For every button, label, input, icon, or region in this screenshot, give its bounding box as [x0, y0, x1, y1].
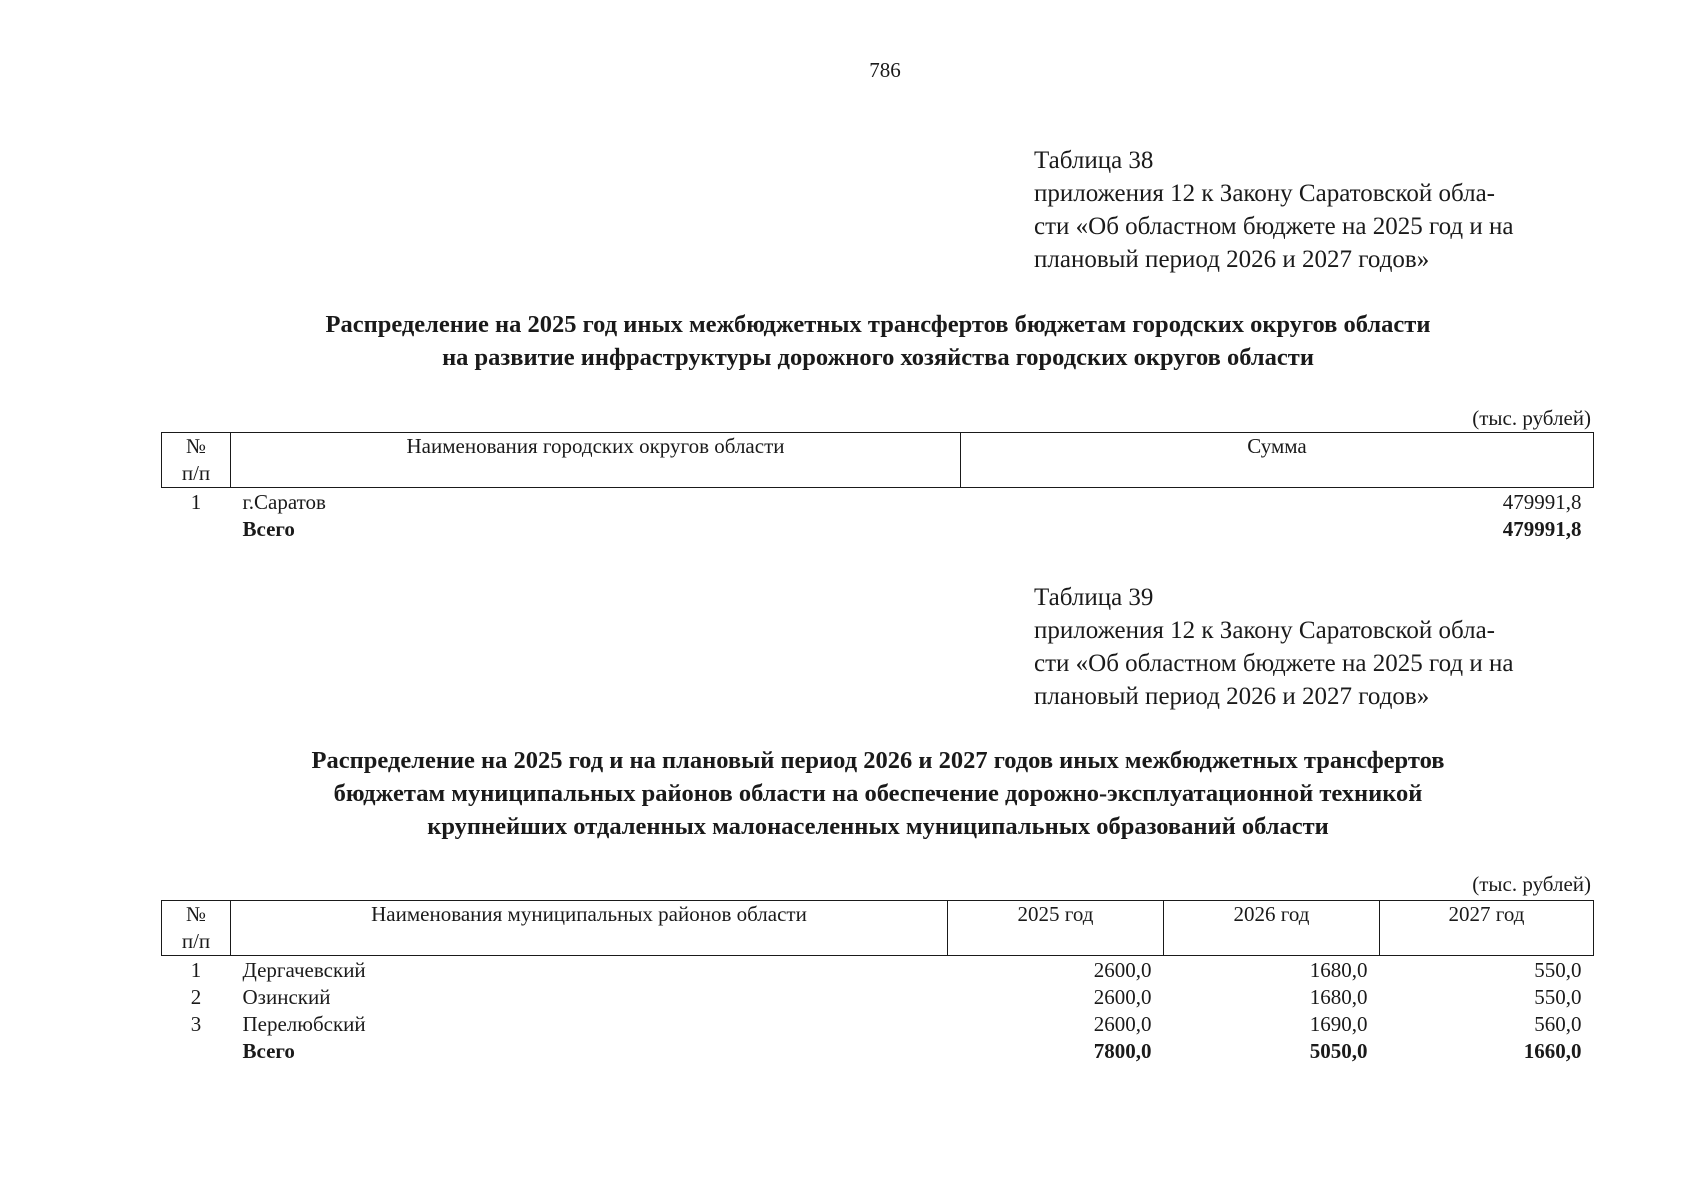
row-num: 1	[190, 490, 202, 514]
table-39	[161, 900, 1594, 1065]
title-line: крупнейших отдаленных малонаселенных муниципальных образований области	[427, 813, 1329, 840]
units-label: (тыс. рублей)	[1472, 406, 1591, 430]
table-38-caption	[1034, 144, 1594, 276]
row-name: Озинский	[242, 985, 331, 1009]
row-2026: 1680,0	[1309, 985, 1368, 1009]
total-sum: 479991,8	[1502, 517, 1582, 541]
row-2025: 2600,0	[1093, 958, 1152, 982]
row-2025: 2600,0	[1093, 1012, 1152, 1036]
table-total-row	[162, 1038, 1594, 1065]
row-num: 1	[190, 958, 202, 982]
total-2026: 5050,0	[1309, 1039, 1368, 1063]
header-num	[162, 901, 231, 956]
row-2027: 550,0	[1534, 985, 1582, 1009]
row-name: г.Саратов	[242, 490, 326, 514]
total-num	[162, 1038, 231, 1065]
caption-line: плановый период 2026 и 2027 годов»	[1034, 683, 1430, 710]
caption-line: приложения 12 к Закону Саратовской обла-	[1034, 617, 1495, 644]
row-num: 3	[190, 1012, 202, 1036]
total-num	[162, 516, 231, 543]
total-2027: 1660,0	[1523, 1039, 1582, 1063]
caption-line: сти «Об областном бюджете на 2025 год и на	[1034, 650, 1514, 677]
page-number: 786	[869, 58, 901, 82]
row-name: Перелюбский	[242, 1012, 366, 1036]
row-2027: 560,0	[1534, 1012, 1582, 1036]
table-38	[161, 432, 1594, 543]
table-39-title	[160, 744, 1596, 843]
table-row	[162, 1011, 1594, 1038]
row-num: 2	[190, 985, 202, 1009]
total-label: Всего	[242, 517, 295, 541]
table-38-title	[160, 308, 1596, 374]
header-2026: 2026 год	[1164, 901, 1380, 956]
table-row	[162, 984, 1594, 1011]
caption-line: плановый период 2026 и 2027 годов»	[1034, 246, 1430, 273]
row-2025: 2600,0	[1093, 985, 1152, 1009]
row-2026: 1690,0	[1309, 1012, 1368, 1036]
table-39-caption	[1034, 581, 1594, 713]
header-num-line2: п/п	[181, 929, 211, 953]
header-2027: 2027 год	[1380, 901, 1594, 956]
header-sum: Сумма	[961, 433, 1594, 488]
table-header-row	[162, 901, 1594, 956]
row-2026: 1680,0	[1309, 958, 1368, 982]
caption-line: приложения 12 к Закону Саратовской обла-	[1034, 180, 1495, 207]
caption-title: Таблица 39	[1034, 584, 1154, 611]
header-num-line1: №	[185, 902, 207, 926]
header-2025: 2025 год	[948, 901, 1164, 956]
row-2027: 550,0	[1534, 958, 1582, 982]
title-line: на развитие инфраструктуры дорожного хозяйства городских округов области	[442, 344, 1314, 371]
table-row	[162, 488, 1594, 517]
header-num-line1: №	[185, 434, 207, 458]
row-sum: 479991,8	[1502, 490, 1582, 514]
total-2025: 7800,0	[1093, 1039, 1152, 1063]
caption-title: Таблица 38	[1034, 147, 1154, 174]
table-total-row	[162, 516, 1594, 543]
table-header-row	[162, 433, 1594, 488]
row-name: Дергачевский	[242, 958, 366, 982]
title-line: Распределение на 2025 год иных межбюджетных трансфертов бюджетам городских округов области	[325, 311, 1431, 338]
caption-line: сти «Об областном бюджете на 2025 год и на	[1034, 213, 1514, 240]
header-num-line2: п/п	[181, 461, 211, 485]
title-line: Распределение на 2025 год и на плановый период 2026 и 2027 годов иных межбюджетных трансфертов	[311, 747, 1445, 774]
header-name: Наименования муниципальных районов области	[231, 901, 948, 956]
table-row	[162, 956, 1594, 985]
total-label: Всего	[242, 1039, 295, 1063]
header-name: Наименования городских округов области	[231, 433, 961, 488]
title-line: бюджетам муниципальных районов области на обеспечение дорожно-эксплуатационной техникой	[333, 780, 1423, 807]
units-label: (тыс. рублей)	[1472, 872, 1591, 896]
header-num	[162, 433, 231, 488]
